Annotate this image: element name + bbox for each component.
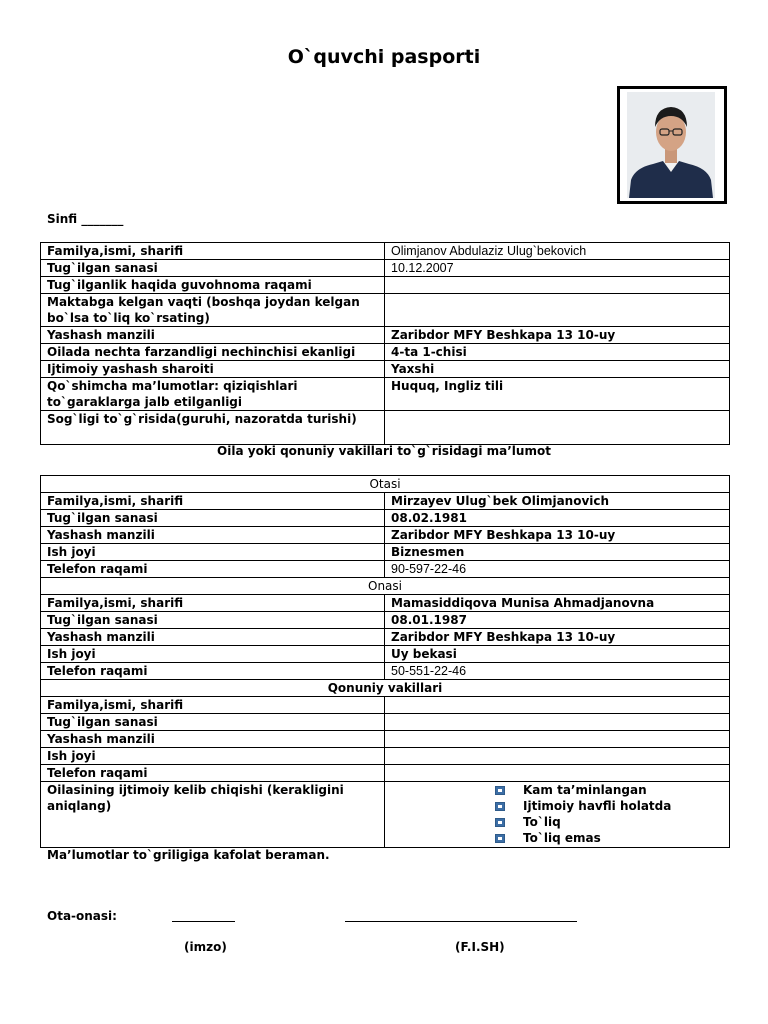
row-value (385, 411, 730, 445)
table-row (41, 714, 730, 731)
table-row (41, 544, 730, 561)
row-value (385, 748, 730, 765)
checkbox-icon[interactable] (495, 786, 505, 795)
table-row (41, 361, 730, 378)
grade-label: Sinfi _______ (47, 212, 124, 226)
option-low-income[interactable] (391, 782, 723, 798)
row-label: Ish joyi (41, 748, 385, 765)
checkbox-icon[interactable] (495, 834, 505, 843)
table-row (41, 782, 730, 848)
row-label: Ish joyi (41, 544, 385, 561)
option-label: Kam ta’minlangan (523, 783, 647, 797)
social-origin-options (385, 782, 730, 848)
row-value: 10.12.2007 (385, 260, 730, 277)
table-row (41, 493, 730, 510)
row-label: Tug`ilgan sanasi (41, 612, 385, 629)
table-row (41, 561, 730, 578)
table-row (41, 646, 730, 663)
row-value: Yaxshi (385, 361, 730, 378)
row-label: Tug`ilganlik haqida guvohnoma raqami (41, 277, 385, 294)
row-label: Maktabga kelgan vaqti (boshqa joydan kelgan bo`lsa to`liq ko`rsating) (41, 294, 385, 327)
row-label: Tug`ilgan sanasi (41, 510, 385, 527)
family-section-heading: Oila yoki qonuniy vakillari to`g`risidagi ma’lumot (217, 444, 551, 458)
row-label: Familya,ismi, sharifi (41, 697, 385, 714)
option-incomplete[interactable] (391, 830, 723, 846)
guardians-heading: Qonuniy vakillari (41, 680, 730, 697)
row-label: Yashash manzili (41, 327, 385, 344)
table-row (41, 260, 730, 277)
row-value: 08.02.1981 (385, 510, 730, 527)
row-value: Zaribdor MFY Beshkapa 13 10-uy (385, 629, 730, 646)
signature-caption: (imzo) (184, 940, 227, 954)
full-name-caption: (F.I.SH) (455, 940, 505, 954)
student-info-table (40, 242, 730, 445)
row-label: Telefon raqami (41, 663, 385, 680)
mother-heading: Onasi (41, 578, 730, 595)
row-label: Qo`shimcha ma’lumotlar: qiziqishlari to`garaklarga jalb etilganligi (41, 378, 385, 411)
table-row (41, 277, 730, 294)
page-title: O`quvchi pasporti (287, 46, 481, 68)
parents-signature-label: Ota-onasi: (47, 909, 117, 923)
full-name-line[interactable] (345, 921, 577, 922)
row-label: Yashash manzili (41, 527, 385, 544)
student-photo (617, 86, 727, 204)
row-value (385, 277, 730, 294)
option-label: To`liq emas (523, 831, 601, 845)
row-label: Telefon raqami (41, 765, 385, 782)
table-row (41, 344, 730, 361)
row-value: 08.01.1987 (385, 612, 730, 629)
table-row (41, 731, 730, 748)
row-label: Oilasining ijtimoiy kelib chiqishi (kerakligini aniqlang) (41, 782, 385, 848)
row-label: Sog`ligi to`g`risida(guruhi, nazoratda turishi) (41, 411, 385, 445)
table-row (41, 510, 730, 527)
guarantee-statement: Ma’lumotlar to`griligiga kafolat beraman. (47, 848, 330, 862)
row-label: Tug`ilgan sanasi (41, 260, 385, 277)
table-row (41, 595, 730, 612)
table-row (41, 411, 730, 445)
row-value: Huquq, Ingliz tili (385, 378, 730, 411)
table-row (41, 527, 730, 544)
father-heading: Otasi (41, 476, 730, 493)
row-value (385, 731, 730, 748)
row-value (385, 765, 730, 782)
table-row (41, 327, 730, 344)
table-row (41, 612, 730, 629)
row-label: Telefon raqami (41, 561, 385, 578)
row-value: Zaribdor MFY Beshkapa 13 10-uy (385, 327, 730, 344)
option-label: To`liq (523, 815, 561, 829)
table-row (41, 697, 730, 714)
row-value: Biznesmen (385, 544, 730, 561)
checkbox-icon[interactable] (495, 818, 505, 827)
row-value: Mamasiddiqova Munisa Ahmadjanovna (385, 595, 730, 612)
row-value: Zaribdor MFY Beshkapa 13 10-uy (385, 527, 730, 544)
row-label: Yashash manzili (41, 629, 385, 646)
table-row (41, 629, 730, 646)
row-value: 50-551-22-46 (385, 663, 730, 680)
section-header-row (41, 476, 730, 493)
row-value (385, 294, 730, 327)
option-label: Ijtimoiy havfli holatda (523, 799, 672, 813)
row-value: 4-ta 1-chisi (385, 344, 730, 361)
student-portrait-image (627, 92, 715, 198)
row-label: Familya,ismi, sharifi (41, 243, 385, 260)
table-row (41, 748, 730, 765)
table-row (41, 765, 730, 782)
table-row (41, 243, 730, 260)
row-value: Uy bekasi (385, 646, 730, 663)
option-socially-dangerous[interactable] (391, 798, 723, 814)
row-label: Yashash manzili (41, 731, 385, 748)
section-header-row (41, 578, 730, 595)
row-value: Olimjanov Abdulaziz Ulug`bekovich (385, 243, 730, 260)
row-label: Familya,ismi, sharifi (41, 595, 385, 612)
row-label: Familya,ismi, sharifi (41, 493, 385, 510)
row-value: 90-597-22-46 (385, 561, 730, 578)
row-label: Tug`ilgan sanasi (41, 714, 385, 731)
table-row (41, 663, 730, 680)
row-value: Mirzayev Ulug`bek Olimjanovich (385, 493, 730, 510)
row-value (385, 714, 730, 731)
option-complete[interactable] (391, 814, 723, 830)
row-label: Ish joyi (41, 646, 385, 663)
section-header-row (41, 680, 730, 697)
signature-line[interactable] (172, 921, 235, 922)
table-row (41, 378, 730, 411)
table-row (41, 294, 730, 327)
checkbox-icon[interactable] (495, 802, 505, 811)
row-label: Ijtimoiy yashash sharoiti (41, 361, 385, 378)
row-value (385, 697, 730, 714)
row-label: Oilada nechta farzandligi nechinchisi ekanligi (41, 344, 385, 361)
family-info-table (40, 475, 730, 848)
